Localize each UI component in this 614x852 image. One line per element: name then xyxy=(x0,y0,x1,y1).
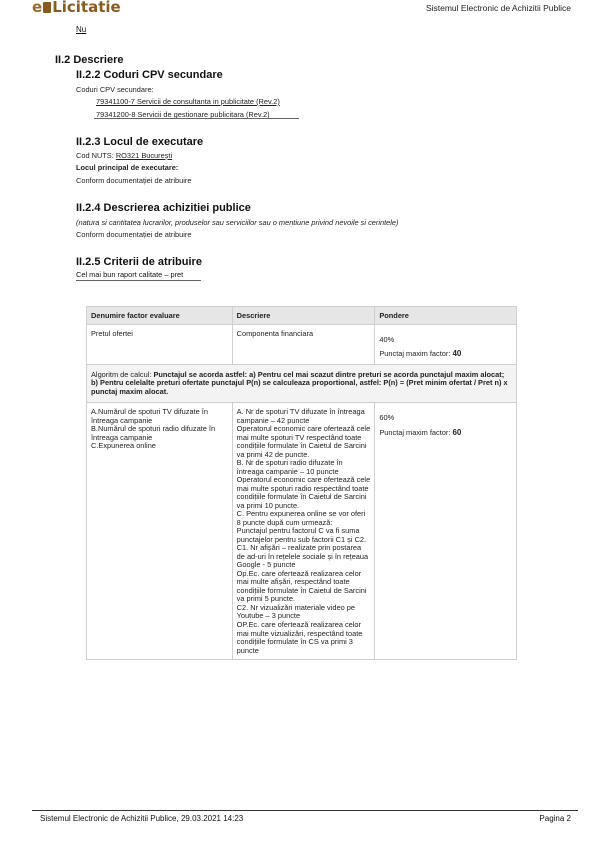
main-location-label: Locul principal de executare: xyxy=(76,163,179,172)
cpv-label: Coduri CPV secundare: xyxy=(76,85,154,94)
algorithm-text: Punctajul se acorda astfel: a) Pentru cel mai scazut dintre preturi se acorda punctajul maxim alocat; b) Pentru celelalte preturi ofertate punctajul P(n) se calculeaza proportional, astfel: P(n) = (Pret minim ofertat / Pret n) x punctaj maxim alocat. xyxy=(91,369,508,396)
footer-divider xyxy=(32,810,578,811)
table-row xyxy=(87,324,517,364)
cpv-title: II.2.2 Coduri CPV secundare xyxy=(76,69,223,81)
factor-weight xyxy=(375,324,517,364)
factor-name: Pretul ofertei xyxy=(87,324,233,364)
column-header-factor: Denumire factor evaluare xyxy=(87,307,233,325)
weight-percent: 40% xyxy=(379,334,395,344)
criteria-value: Cel mai bun raport calitate – pret xyxy=(76,270,184,279)
max-score-value: 40 xyxy=(452,349,462,359)
algorithm-label: Algoritm de calcul: xyxy=(91,369,154,379)
description-title: II.2.4 Descrierea achizitiei publice xyxy=(76,202,251,214)
section-title: II.2 Descriere xyxy=(55,54,124,66)
nuts-row xyxy=(76,151,172,160)
algorithm-row xyxy=(87,364,517,403)
criteria-table xyxy=(86,306,517,660)
factor-description: A. Nr de spoturi TV difuzate în întreaga campanie – 42 puncte Operatorul economic care ofertează cele mai multe spoturi TV respectând toate condițiile formulate în Caietul de Sarcini va primi 42 de puncte. B. Nr de spoturi radio difuzate în întreaga campanie – 10 puncte Operatorul economic care ofertează cele mai multe spoturi radio respectând toate condițiile formulate în Caietul de Sarcini va primi 10 puncte. C. Pentru expunerea online se vor oferi 8 puncte după cum urmează: Punctajul pentru factorul C va fi suma punctajelor pentru sub factorii C1 și C2. C1. Nr afișări – realizate prin postarea de ad-uri în rețelele sociale și în rețeaua Google - 5 puncte Op.Ec. care ofertează realizarea celor mai multe afișări, respectând toate condițiile formulate în Caietul de Sarcini va primi 5 puncte. C2. Nr vizualizări materiale video pe Youtube – 3 puncte OP.Ec. care ofertează realizarea celor mai multe vizualizări, respectând toate condițiile formulate în CS va primi 3 puncte xyxy=(232,403,375,660)
factor-weight xyxy=(375,403,517,660)
max-score-row xyxy=(379,428,512,438)
nuts-value[interactable]: RO321 București xyxy=(115,151,173,160)
page-number: Pagina 2 xyxy=(539,814,571,823)
location-title: II.2.3 Locul de executare xyxy=(76,136,204,148)
description-hint: (natura si cantitatea lucrarilor, produselor sau serviciilor sau o mentiune privind nevoile si cerintele) xyxy=(76,218,399,227)
footer-timestamp: Sistemul Electronic de Achizitii Publice, 29.03.2021 14:23 xyxy=(40,814,244,823)
algorithm-cell xyxy=(87,364,517,403)
previous-field-value: Nu xyxy=(76,25,87,34)
column-header-description: Descriere xyxy=(232,307,375,325)
logo-prefix: e xyxy=(32,0,43,16)
criteria-title: II.2.5 Criterii de atribuire xyxy=(76,256,202,268)
elicitatie-logo[interactable] xyxy=(32,0,121,16)
factor-name: A.Numărul de spoturi TV difuzate în întreaga campanie B.Numărul de spoturi radio difuzate în întreaga campanie C.Expunerea online xyxy=(87,403,233,660)
cpv-divider xyxy=(94,118,299,119)
factor-description: Componenta financiara xyxy=(232,324,375,364)
cpv-code-1[interactable]: 79341100-7 Servicii de consultanta in publicitate (Rev.2) xyxy=(96,97,280,106)
cpv-code-2[interactable]: 79341200-8 Servicii de gestionare publicitara (Rev.2) xyxy=(96,110,270,119)
header-system-name: Sistemul Electronic de Achizitii Publice xyxy=(425,3,571,13)
logo-text: Licitatie xyxy=(52,0,121,16)
criteria-divider xyxy=(76,280,201,281)
criteria-table-header xyxy=(87,307,517,325)
table-row xyxy=(87,403,517,660)
column-header-weight: Pondere xyxy=(375,307,517,325)
weight-percent: 60% xyxy=(379,413,395,423)
logo-mark-icon xyxy=(43,2,51,13)
max-score-value: 60 xyxy=(452,427,462,437)
description-value: Conform documentației de atribuire xyxy=(76,230,192,239)
main-location-value: Conform documentației de atribuire xyxy=(76,176,192,185)
nuts-label: Cod NUTS: xyxy=(76,151,116,160)
max-score-label: Punctaj maxim factor: xyxy=(379,427,453,437)
max-score-row xyxy=(379,349,512,359)
max-score-label: Punctaj maxim factor: xyxy=(379,349,453,359)
